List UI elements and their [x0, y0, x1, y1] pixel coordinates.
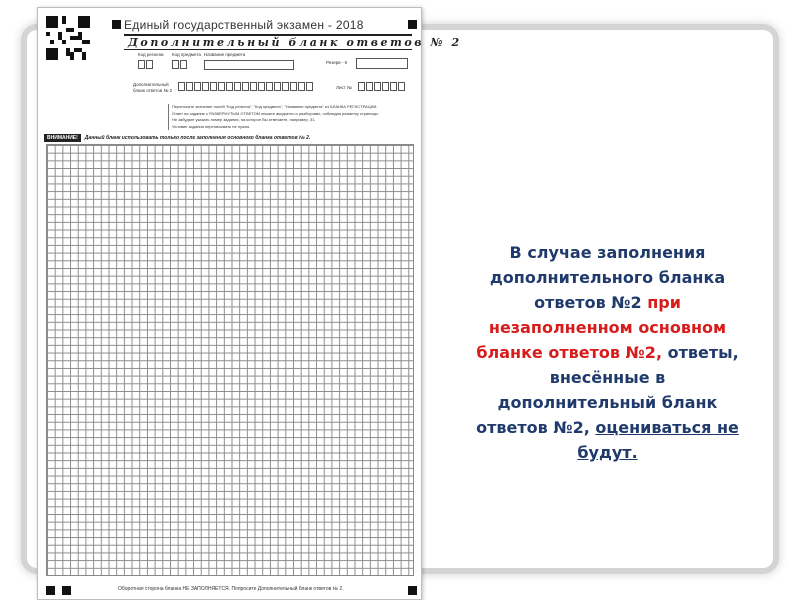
corner-marker	[408, 586, 417, 595]
instruction-line: Ответ на задание с РАЗВЕРНУТЫМ ОТВЕТОМ пишите аккуратно и разборчиво, соблюдая разметку страницы.	[172, 110, 379, 116]
notice-part-underlined: оцениваться не будут.	[577, 418, 739, 462]
corner-marker	[62, 586, 71, 595]
region-code-label: Код региона	[138, 52, 164, 57]
blank-title: Дополнительный бланк ответов № 2	[124, 34, 412, 50]
attention-text: Данный бланк использовать только после заполнения основного бланка ответов № 2.	[84, 135, 311, 141]
instruction-line: Условие задания переписывать не нужно.	[172, 123, 251, 129]
instruction-line: Не забудьте указать номер задания, на которое Вы отвечаете, например, 31.	[172, 117, 316, 122]
exam-title: Единый государственный экзамен - 2018	[124, 18, 364, 32]
attention-label: ВНИМАНИЕ!	[44, 134, 81, 142]
sheet-number-cells	[358, 82, 406, 91]
subject-code-cells	[172, 60, 188, 69]
corner-marker	[112, 20, 121, 29]
blank-number-cells	[178, 82, 314, 91]
answer-sheet-image	[37, 7, 462, 600]
qr-code-icon	[46, 16, 90, 60]
notice-part-highlight: при незаполненном основном бланке ответов №2,	[476, 293, 727, 362]
reserve-box	[356, 58, 408, 69]
subject-name-box	[204, 60, 294, 70]
attention-bar	[44, 134, 417, 142]
corner-marker	[408, 20, 417, 29]
instruction-line: Переносите значение полей "Код региона", "Код предмета", "Название предмета" из БЛАНКА РЕГИСТРАЦИИ.	[172, 104, 378, 109]
sheet-number-label: Лист №	[336, 85, 352, 90]
subject-code-label: Код предмета	[172, 52, 201, 57]
instructions	[168, 104, 413, 130]
notice-part-3: ответы, внесённые в дополнительный бланк ответов №2,	[476, 343, 739, 437]
additional-blank-label: Дополнительный бланк ответов № 2	[133, 82, 173, 93]
reserve-label: Резерв - 6	[326, 60, 348, 65]
region-code-cells	[138, 60, 154, 69]
corner-marker	[46, 586, 55, 595]
answer-grid	[46, 144, 414, 576]
notice-part-1: В случае заполнения дополнительного бланка ответов №2	[489, 243, 726, 312]
notice-text	[470, 240, 745, 465]
subject-name-label: Название предмета	[204, 52, 246, 57]
footer-note: Оборотная сторона бланка НЕ ЗАПОЛНЯЕТСЯ. Попросите Дополнительный бланк ответов № 2.	[118, 586, 344, 592]
